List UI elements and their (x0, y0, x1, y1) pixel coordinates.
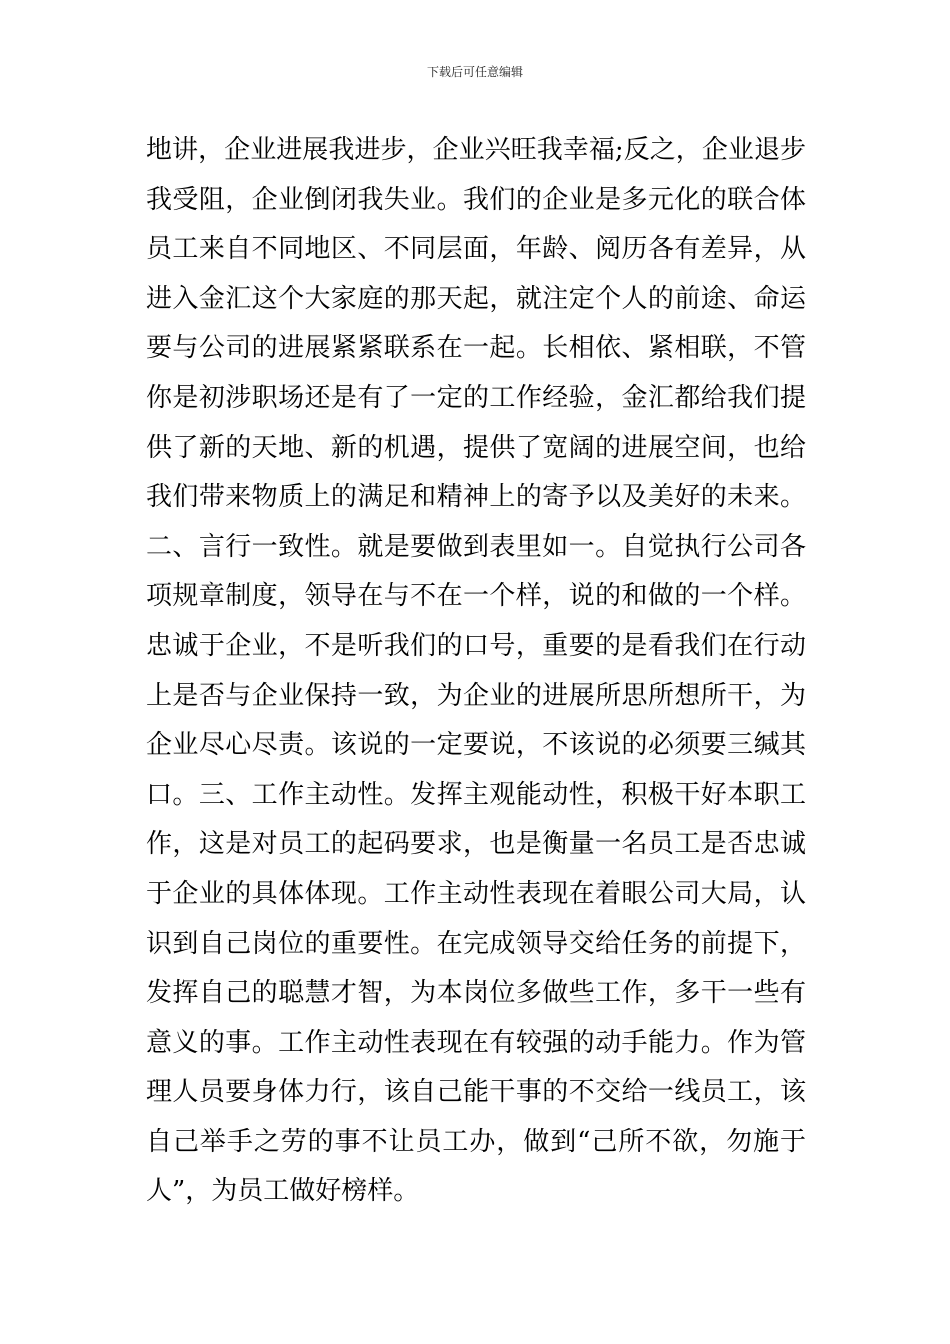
text-line: 理人员要身体力行，该自己能干事的不交给一线员工，该 (146, 1077, 806, 1108)
text-line: 项规章制度，领导在与不在一个样，说的和做的一个样。 (146, 581, 806, 612)
text-line: 识到自己岗位的重要性。在完成领导交给任务的前提下， (146, 928, 806, 959)
text-line: 意义的事。工作主动性表现在有较强的动手能力。作为管 (146, 1027, 806, 1058)
text-line: 上是否与企业保持一致，为企业的进展所思所想所干，为 (146, 680, 806, 711)
text-line: 人”，为员工做好榜样。 (146, 1176, 420, 1207)
text-line: 于企业的具体体现。工作主动性表现在着眼公司大局，认 (146, 878, 806, 909)
text-line: 作，这是对员工的起码要求，也是衡量一名员工是否忠诚 (146, 829, 806, 860)
text-line: 我们带来物质上的满足和精神上的寄予以及美好的未来。 (146, 482, 806, 513)
text-line: 自己举手之劳的事不让员工办，做到“己所不欲，勿施于 (146, 1126, 806, 1157)
text-line: 口。三、工作主动性。发挥主观能动性，积极干好本职工 (146, 779, 806, 810)
text-line: 进入金汇这个大家庭的那天起，就注定个人的前途、命运 (146, 283, 806, 314)
text-line: 供了新的天地、新的机遇，提供了宽阔的进展空间，也给 (146, 432, 806, 463)
text-line: 地讲，企业进展我进步，企业兴旺我幸福;反之，企业退步 (146, 135, 806, 165)
text-line: 你是初涉职场还是有了一定的工作经验，金汇都给我们提 (146, 382, 806, 413)
text-line: 企业尽心尽责。该说的一定要说，不该说的必须要三缄其 (146, 730, 806, 761)
text-line: 要与公司的进展紧紧联系在一起。长相依、紧相联，不管 (146, 333, 806, 364)
text-line: 二、言行一致性。就是要做到表里如一。自觉执行公司各 (146, 531, 806, 562)
text-line: 我受阻，企业倒闭我失业。我们的企业是多元化的联合体 (146, 184, 806, 215)
text-line: 忠诚于企业，不是听我们的口号，重要的是看我们在行动 (146, 630, 806, 661)
page-header-note: 下载后可任意编辑 (426, 65, 523, 79)
text-line: 员工来自不同地区、不同层面，年龄、阅历各有差异，从 (146, 234, 806, 265)
document-body (146, 126, 806, 1217)
text-line: 发挥自己的聪慧才智，为本岗位多做些工作，多干一些有 (146, 978, 806, 1009)
